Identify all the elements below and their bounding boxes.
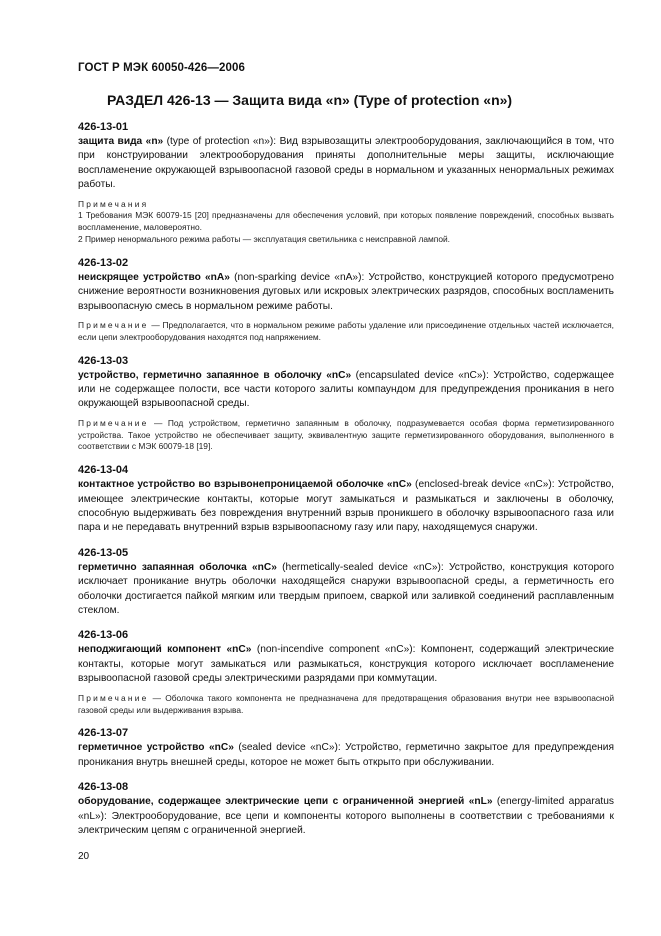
term-name: оборудование, содержащее электрические цепи с ограниченной энергией «nL» (78, 796, 493, 808)
term-definition (78, 478, 614, 536)
term-id: 426-13-06 (78, 629, 129, 642)
page-number: 20 (78, 851, 90, 862)
term-entry (78, 355, 614, 454)
definition-text: (encapsulated device «nC»): Устройство, содержащее или не содержащее полости, все части которого залиты компаундом для предупреждения проникания в него окружающей взрывоопасной среды. (78, 369, 614, 410)
term-definition (78, 741, 614, 770)
term-id: 426-13-08 (78, 781, 129, 794)
term-entry (78, 257, 614, 344)
note-label: Примечание (78, 692, 149, 703)
note-text: — Под устройством, герметично запаянным в оболочку, подразумевается особая форма герметизированного устройства. Такое устройство не обеспечивает защиту, эквивалентную защите герметизированного оборудования, выполненного в соответствии с МЭК 60079-18 [19]. (78, 417, 614, 452)
term-entry (78, 781, 614, 838)
term-entry (78, 547, 614, 619)
term-definition (78, 795, 614, 838)
note-label: Примечание (78, 417, 149, 428)
term-definition (78, 561, 614, 619)
definition-text: (energy-limited apparatus «nL»): Электрооборудование, все цепи и компоненты которого выполнены в соответствии с требованиями к электрическим цепям с ограниченной энергией. (78, 796, 614, 836)
term-id: 426-13-01 (78, 121, 129, 133)
term-entry (78, 464, 614, 536)
note (78, 320, 614, 344)
definition-text: (non-incendive component «nC»): Компонент, содержащий электрические контакты, которые могут замыкаться или размыкаться, конструкция которого исключает воспламенение взрывоопасной газовой среды электрическими разрядами при коммутации. (78, 644, 615, 685)
term-entry (78, 727, 614, 770)
note-label: Примечание (78, 320, 149, 331)
definition-text: (enclosed-break device «nC»): Устройство, имеющее электрические контакты, которые могут замыкаться и размыкаться и заключены в оболочку, способную выдерживать без повреждения внутренний взрыв проникшего в оболочку взрывоопасного газа или пара и не передавать внутренний взрыв взрывоопасному газу или пару, находящемуся снаружи. (78, 479, 614, 534)
term-name: контактное устройство во взрывонепроницаемой оболочке «nC» (78, 479, 412, 491)
document-body (78, 121, 614, 849)
term-definition (78, 135, 614, 193)
note-text: — Оболочка такого компонента не предназначена для предотвращения образования внутри нее взрывоопасной газовой среды или выдерживания взрыва. (78, 692, 614, 715)
definition-text: (type of protection «n»): Вид взрывозащиты электрооборудования, заключающийся в том, что при конструировании электрооборудования приняты дополнительные меры защиты, исключающие воспламенение окружающей взрывоопасной газовой среды в нормальном и указанных ненормальных режимах работы. (78, 136, 614, 191)
term-id: 426-13-02 (78, 256, 129, 269)
definition-text: (hermetically-sealed device «nC»): Устройство, конструкция которого исключает проникание внутрь оболочки находящейся снаружи взрывоопасной среды, а герметичность его оболочки достигается пайкой мягким или твердым припоем, сваркой или заливкой соединений расплавленным стеклом. (78, 561, 614, 617)
term-definition (78, 271, 614, 314)
document-header: ГОСТ Р МЭК 60050-426—2006 (78, 62, 245, 74)
term-name: герметичное устройство «nC» (78, 742, 234, 754)
note (78, 418, 614, 453)
term-id: 426-13-04 (78, 464, 129, 477)
definition-text: (non-sparking device «nA»): Устройство, конструкцией которого предусмотрено снижение вероятности возникновения дуговых или искровых электрических разрядов, способных воспламенить взрывоопасную смесь в нормальном режиме работы. (78, 271, 614, 312)
section-title: РАЗДЕЛ 426-13 — Защита вида «n» (Type of protection «n») (107, 92, 513, 108)
term-definition (78, 643, 614, 686)
term-entry (78, 629, 614, 716)
term-name: защита вида «n» (78, 136, 164, 147)
note-item: 1 Требования МЭК 60079-15 [20] предназначены для обеспечения условий, при которых появление повреждений, способных вызвать воспламенение, маловероятно. (78, 210, 614, 233)
term-id: 426-13-07 (78, 727, 129, 740)
term-name: герметично запаянная оболочка «nC» (78, 561, 277, 573)
note (78, 693, 614, 717)
term-name: неискрящее устройство «nA» (78, 271, 230, 283)
definition-text: (sealed device «nC»): Устройство, герметично закрытое для предупреждения проникания внутрь внешней среды, которое не может быть открыто при обслуживании. (78, 742, 614, 768)
notes-block (78, 199, 614, 246)
note-text: — Предполагается, что в нормальном режиме работы удаление или присоединение отдельных частей исключается, если цепи электрооборудования находятся под напряжением. (78, 320, 614, 342)
term-name: устройство, герметично запаянное в оболочку «nC» (78, 369, 352, 381)
note-item: 2 Пример ненормального режима работы — эксплуатация светильника с неисправной лампой. (78, 234, 450, 245)
notes-title: Примечания (78, 198, 149, 209)
term-id: 426-13-03 (78, 354, 129, 367)
term-entry (78, 121, 614, 246)
term-name: неподжигающий компонент «nC» (78, 644, 252, 656)
term-definition (78, 369, 614, 412)
term-id: 426-13-05 (78, 546, 129, 559)
